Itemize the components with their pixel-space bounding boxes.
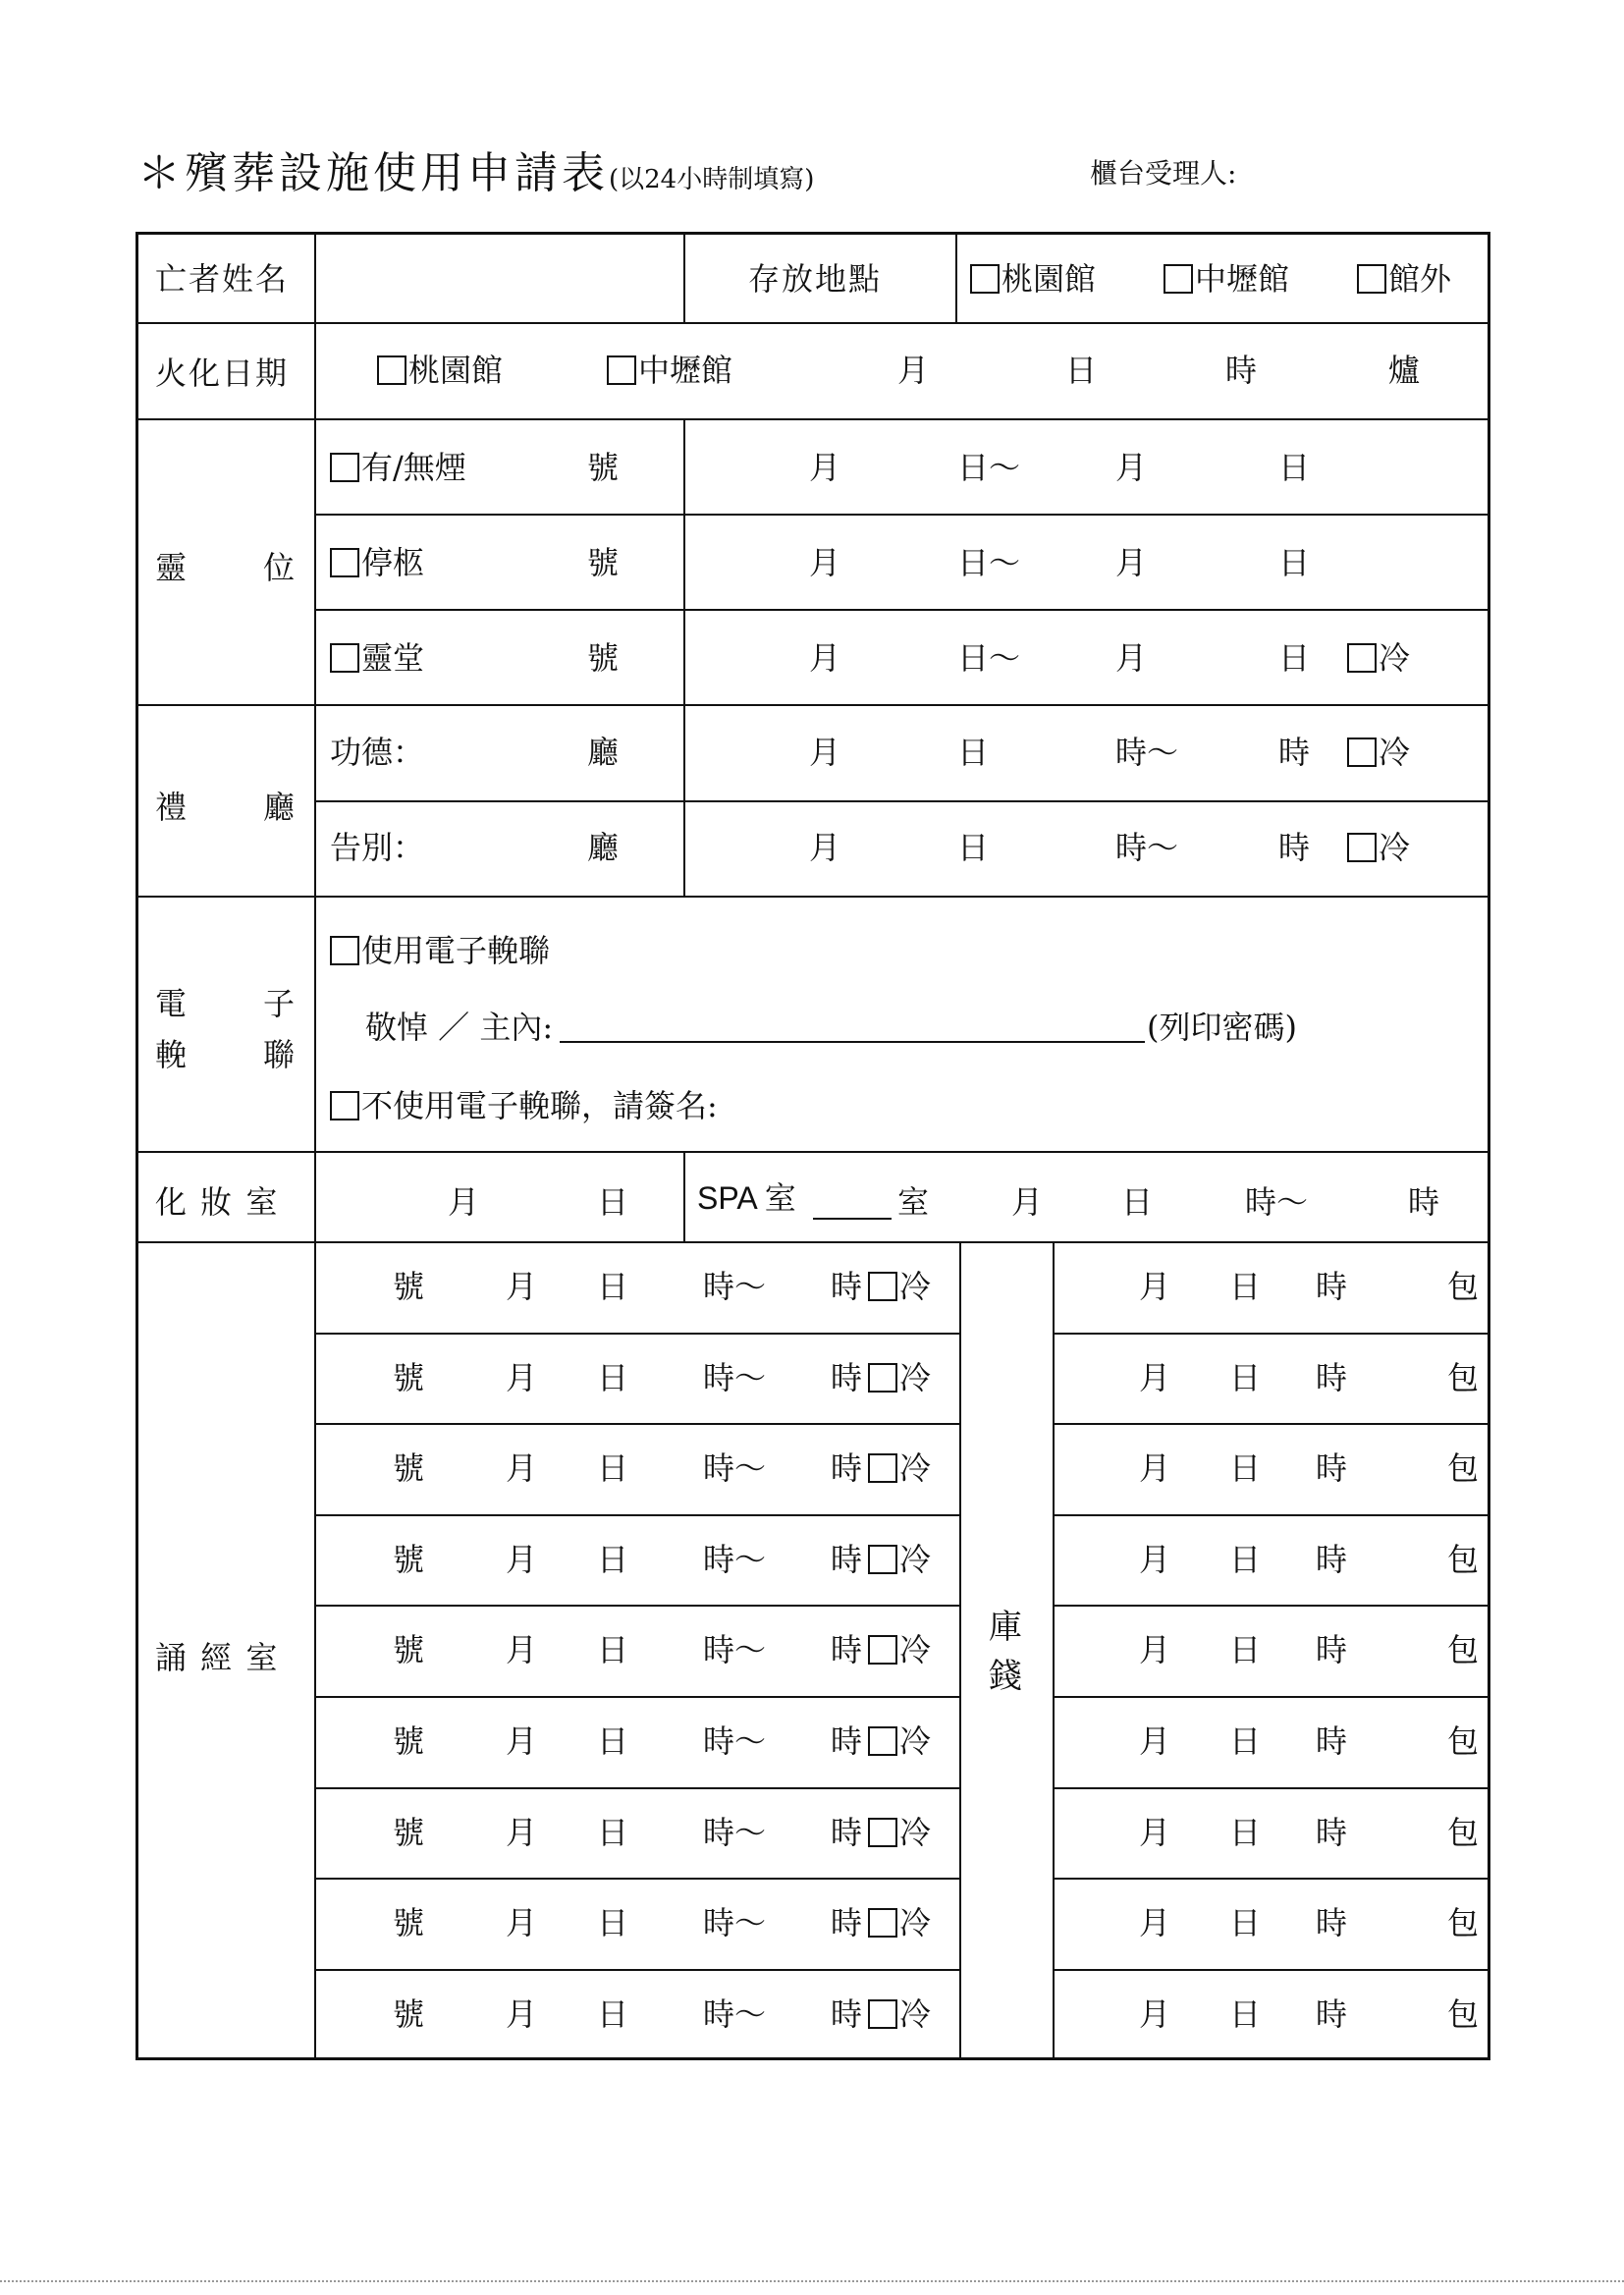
- chanting-hour-from: 時～: [703, 1449, 767, 1487]
- hall-day: 日: [957, 829, 990, 866]
- money-month: 月: [1139, 1995, 1171, 2033]
- chanting-month: 月: [506, 1631, 538, 1668]
- chanting-hour-to: 時: [831, 1814, 863, 1851]
- row-divider: [135, 322, 1490, 324]
- spirit-label-1: 靈: [155, 549, 189, 586]
- chanting-month: 月: [506, 1904, 538, 1941]
- spa-day: 日: [1121, 1183, 1154, 1221]
- chanting-num: 號: [393, 1904, 425, 1941]
- hall-type: 功德：: [330, 734, 425, 771]
- chanting-cold-option[interactable]: 冷: [868, 1271, 931, 1302]
- row-divider: [1053, 1787, 1490, 1789]
- row-divider: [1053, 1878, 1490, 1880]
- money-month: 月: [1139, 1449, 1171, 1487]
- col-divider: [959, 1241, 961, 2060]
- couplet-text-field[interactable]: [560, 1041, 1145, 1043]
- row-divider: [1053, 1969, 1490, 1971]
- checkbox[interactable]: [330, 548, 359, 577]
- row-divider: [314, 1514, 959, 1516]
- money-month: 月: [1139, 1359, 1171, 1396]
- checkbox[interactable]: [970, 264, 1000, 294]
- row-divider: [135, 1241, 1490, 1243]
- chanting-num: 號: [393, 1995, 425, 2033]
- spa-hour-from: 時～: [1245, 1183, 1309, 1221]
- chanting-day: 日: [597, 1449, 629, 1487]
- spirit-day-to: 日: [1278, 449, 1311, 486]
- col-divider: [683, 418, 685, 896]
- chanting-day: 日: [597, 1995, 629, 2033]
- spirit-cold-option[interactable]: 冷: [1347, 642, 1410, 674]
- checkbox[interactable]: [868, 1272, 897, 1301]
- form-title-note: (以24小時制填寫): [609, 165, 815, 194]
- row-divider: [314, 1696, 959, 1698]
- row-divider: [314, 1969, 959, 1971]
- cremation-month: 月: [897, 352, 930, 389]
- spirit-month-to: 月: [1115, 449, 1148, 486]
- makeup-room-label: 化 妝 室: [155, 1183, 280, 1221]
- storage-option-zhongli[interactable]: 中壢館: [1164, 263, 1289, 295]
- spa-room-label: SPA 室: [697, 1180, 796, 1216]
- money-pack: 包: [1447, 1541, 1480, 1578]
- chanting-num: 號: [393, 1722, 425, 1760]
- storage-option-taoyuan[interactable]: 桃園館: [970, 263, 1096, 295]
- hall-hour-to: 時: [1278, 829, 1311, 866]
- row-divider: [135, 1151, 1490, 1153]
- chanting-hour-from: 時～: [703, 1541, 767, 1578]
- col-divider: [955, 232, 957, 322]
- row-divider: [1053, 1423, 1490, 1425]
- checkbox[interactable]: [377, 355, 406, 385]
- hall-month: 月: [809, 734, 841, 771]
- checkbox[interactable]: [330, 453, 359, 482]
- checkbox[interactable]: [1347, 833, 1377, 862]
- chanting-cold-option[interactable]: 冷: [868, 1634, 931, 1666]
- checkbox[interactable]: [1347, 643, 1377, 673]
- hall-cold-option[interactable]: 冷: [1347, 737, 1410, 768]
- spa-room-field[interactable]: [813, 1218, 892, 1220]
- makeup-day: 日: [597, 1183, 629, 1221]
- deceased-name-field[interactable]: [318, 236, 679, 320]
- money-pack: 包: [1447, 1904, 1480, 1941]
- chanting-day: 日: [597, 1268, 629, 1305]
- money-month: 月: [1139, 1814, 1171, 1851]
- money-pack: 包: [1447, 1268, 1480, 1305]
- spirit-num: 號: [587, 449, 620, 486]
- chanting-hour-from: 時～: [703, 1995, 767, 2033]
- couplet-label-4: 聯: [263, 1036, 298, 1073]
- money-month: 月: [1139, 1268, 1171, 1305]
- chanting-month: 月: [506, 1268, 538, 1305]
- row-divider: [1053, 1696, 1490, 1698]
- col-divider: [683, 1151, 685, 1241]
- hall-label-2: 廳: [263, 789, 298, 826]
- money-hour: 時: [1316, 1359, 1348, 1396]
- money-pack: 包: [1447, 1995, 1480, 2033]
- spa-month: 月: [1011, 1183, 1044, 1221]
- chanting-hour-from: 時～: [703, 1904, 767, 1941]
- chanting-hour-to: 時: [831, 1359, 863, 1396]
- cremation-furnace: 爐: [1388, 352, 1421, 389]
- spirit-month-from: 月: [809, 449, 841, 486]
- spa-room-suffix: 室: [897, 1183, 930, 1221]
- row-divider: [135, 704, 1490, 706]
- chanting-hour-to: 時: [831, 1995, 863, 2033]
- hall-name: 廳: [587, 829, 620, 866]
- chanting-cold-option[interactable]: 冷: [868, 1725, 931, 1757]
- chanting-num: 號: [393, 1359, 425, 1396]
- chanting-hour-to: 時: [831, 1904, 863, 1941]
- money-hour: 時: [1316, 1814, 1348, 1851]
- money-day: 日: [1229, 1995, 1262, 2033]
- spirit-month-from: 月: [809, 639, 841, 677]
- spirit-day-to: 日: [1278, 544, 1311, 581]
- makeup-month: 月: [448, 1183, 480, 1221]
- couplet-label-3: 輓: [155, 1036, 189, 1073]
- chanting-hour-from: 時～: [703, 1814, 767, 1851]
- money-pack: 包: [1447, 1449, 1480, 1487]
- spirit-month-to: 月: [1115, 639, 1148, 677]
- money-day: 日: [1229, 1814, 1262, 1851]
- checkbox[interactable]: [1357, 264, 1386, 294]
- row-divider: [314, 514, 1490, 516]
- checkbox[interactable]: [868, 1908, 897, 1938]
- money-day: 日: [1229, 1268, 1262, 1305]
- money-hour: 時: [1316, 1541, 1348, 1578]
- chanting-day: 日: [597, 1631, 629, 1668]
- chanting-day: 日: [597, 1814, 629, 1851]
- money-day: 日: [1229, 1541, 1262, 1578]
- chanting-cold-option[interactable]: 冷: [868, 1998, 931, 2030]
- money-pack: 包: [1447, 1814, 1480, 1851]
- chanting-cold-option[interactable]: 冷: [868, 1544, 931, 1575]
- money-hour: 時: [1316, 1631, 1348, 1668]
- spirit-day-from: 日～: [957, 449, 1021, 486]
- chanting-day: 日: [597, 1904, 629, 1941]
- money-hour: 時: [1316, 1904, 1348, 1941]
- money-month: 月: [1139, 1541, 1171, 1578]
- money-pack: 包: [1447, 1631, 1480, 1668]
- form-table: [135, 232, 1490, 2060]
- checkbox[interactable]: [330, 936, 359, 965]
- paper-money-label: 庫 錢: [989, 1608, 1022, 1696]
- storage-option-outside[interactable]: 館外: [1357, 263, 1451, 295]
- chanting-day: 日: [597, 1359, 629, 1396]
- hall-hour-from: 時～: [1115, 829, 1179, 866]
- col-divider: [1053, 1241, 1055, 2060]
- checkbox[interactable]: [868, 1635, 897, 1665]
- checkbox[interactable]: [607, 355, 636, 385]
- chanting-cold-option[interactable]: 冷: [868, 1362, 931, 1393]
- storage-location-label: 存放地點: [748, 260, 883, 298]
- chanting-hour-to: 時: [831, 1631, 863, 1668]
- chanting-month: 月: [506, 1449, 538, 1487]
- chanting-num: 號: [393, 1268, 425, 1305]
- hall-cold-option[interactable]: 冷: [1347, 832, 1410, 863]
- cremation-day: 日: [1065, 352, 1098, 389]
- spirit-day-from: 日～: [957, 544, 1021, 581]
- row-divider: [314, 609, 1490, 611]
- money-hour: 時: [1316, 1268, 1348, 1305]
- chanting-cold-option[interactable]: 冷: [868, 1907, 931, 1939]
- row-divider: [1053, 1514, 1490, 1516]
- cremation-hour: 時: [1225, 352, 1258, 389]
- money-day: 日: [1229, 1359, 1262, 1396]
- chanting-month: 月: [506, 1814, 538, 1851]
- money-day: 日: [1229, 1631, 1262, 1668]
- checkbox[interactable]: [1164, 264, 1193, 294]
- spirit-option[interactable]: 有/無煙: [330, 452, 466, 483]
- chanting-month: 月: [506, 1541, 538, 1578]
- checkbox[interactable]: [330, 643, 359, 673]
- couplet-label-2: 子: [263, 985, 298, 1022]
- money-pack: 包: [1447, 1722, 1480, 1760]
- hall-day: 日: [957, 734, 990, 771]
- chanting-month: 月: [506, 1359, 538, 1396]
- spa-hour-to: 時: [1408, 1183, 1440, 1221]
- checkbox[interactable]: [868, 1453, 897, 1483]
- hall-name: 廳: [587, 734, 620, 771]
- chanting-hour-to: 時: [831, 1541, 863, 1578]
- spirit-num: 號: [587, 639, 620, 677]
- couplet-use-option[interactable]: 使用電子輓聯: [330, 935, 550, 966]
- spirit-option[interactable]: 靈堂: [330, 642, 424, 674]
- spirit-month-to: 月: [1115, 544, 1148, 581]
- row-divider: [314, 1423, 959, 1425]
- chanting-hour-to: 時: [831, 1449, 863, 1487]
- cremation-option-zhongli[interactable]: 中壢館: [607, 355, 732, 386]
- chanting-day: 日: [597, 1722, 629, 1760]
- money-hour: 時: [1316, 1722, 1348, 1760]
- chanting-hour-from: 時～: [703, 1722, 767, 1760]
- col-divider: [683, 232, 685, 322]
- hall-hour-to: 時: [1278, 734, 1311, 771]
- hall-type: 告別：: [330, 829, 425, 866]
- cremation-option-taoyuan[interactable]: 桃園館: [377, 355, 503, 386]
- row-divider: [135, 896, 1490, 898]
- spirit-day-from: 日～: [957, 639, 1021, 677]
- couplet-nouse-option[interactable]: 不使用電子輓聯，請簽名:: [330, 1090, 718, 1121]
- chanting-num: 號: [393, 1814, 425, 1851]
- form-title-text: ＊殯葬設施使用申請表: [137, 148, 609, 198]
- money-pack: 包: [1447, 1359, 1480, 1396]
- money-day: 日: [1229, 1904, 1262, 1941]
- spirit-label-2: 位: [263, 549, 298, 586]
- money-day: 日: [1229, 1722, 1262, 1760]
- deceased-name-label: 亡者姓名: [155, 260, 290, 298]
- row-divider: [1053, 1605, 1490, 1607]
- hall-month: 月: [809, 829, 841, 866]
- form-title: [137, 137, 814, 200]
- spirit-day-to: 日: [1278, 639, 1311, 677]
- hall-label-1: 禮: [155, 789, 189, 826]
- chanting-day: 日: [597, 1541, 629, 1578]
- money-hour: 時: [1316, 1995, 1348, 2033]
- spirit-num: 號: [587, 544, 620, 581]
- chanting-hour-to: 時: [831, 1268, 863, 1305]
- money-month: 月: [1139, 1722, 1171, 1760]
- row-divider: [314, 1605, 959, 1607]
- receiver-label: 櫃台受理人:: [1090, 157, 1237, 190]
- money-day: 日: [1229, 1449, 1262, 1487]
- chanting-num: 號: [393, 1631, 425, 1668]
- cremation-date-label: 火化日期: [155, 355, 290, 392]
- chanting-room-label: 誦 經 室: [155, 1639, 280, 1676]
- row-divider: [314, 1333, 959, 1335]
- hall-hour-from: 時～: [1115, 734, 1179, 771]
- checkbox[interactable]: [868, 1999, 897, 2029]
- col-divider: [314, 232, 316, 2060]
- row-divider: [314, 1787, 959, 1789]
- checkbox[interactable]: [868, 1545, 897, 1574]
- spirit-option[interactable]: 停柩: [330, 547, 424, 578]
- chanting-hour-to: 時: [831, 1722, 863, 1760]
- spirit-month-from: 月: [809, 544, 841, 581]
- checkbox[interactable]: [868, 1726, 897, 1756]
- chanting-hour-from: 時～: [703, 1268, 767, 1305]
- scan-artifact-line: [0, 2280, 1624, 2282]
- chanting-num: 號: [393, 1449, 425, 1487]
- chanting-num: 號: [393, 1541, 425, 1578]
- row-divider: [314, 1878, 959, 1880]
- couplet-condolence-label: 敬悼 ／ 主內:: [365, 1009, 554, 1046]
- chanting-month: 月: [506, 1995, 538, 2033]
- chanting-hour-from: 時～: [703, 1631, 767, 1668]
- row-divider: [135, 418, 1490, 420]
- checkbox[interactable]: [868, 1818, 897, 1847]
- checkbox[interactable]: [1347, 738, 1377, 767]
- couplet-print-code: (列印密碼): [1147, 1009, 1297, 1046]
- checkbox[interactable]: [330, 1091, 359, 1120]
- checkbox[interactable]: [868, 1363, 897, 1393]
- chanting-hour-from: 時～: [703, 1359, 767, 1396]
- chanting-cold-option[interactable]: 冷: [868, 1452, 931, 1484]
- chanting-month: 月: [506, 1722, 538, 1760]
- chanting-cold-option[interactable]: 冷: [868, 1817, 931, 1848]
- money-month: 月: [1139, 1904, 1171, 1941]
- row-divider: [314, 800, 1490, 802]
- money-month: 月: [1139, 1631, 1171, 1668]
- row-divider: [1053, 1333, 1490, 1335]
- couplet-label-1: 電: [155, 985, 189, 1022]
- money-hour: 時: [1316, 1449, 1348, 1487]
